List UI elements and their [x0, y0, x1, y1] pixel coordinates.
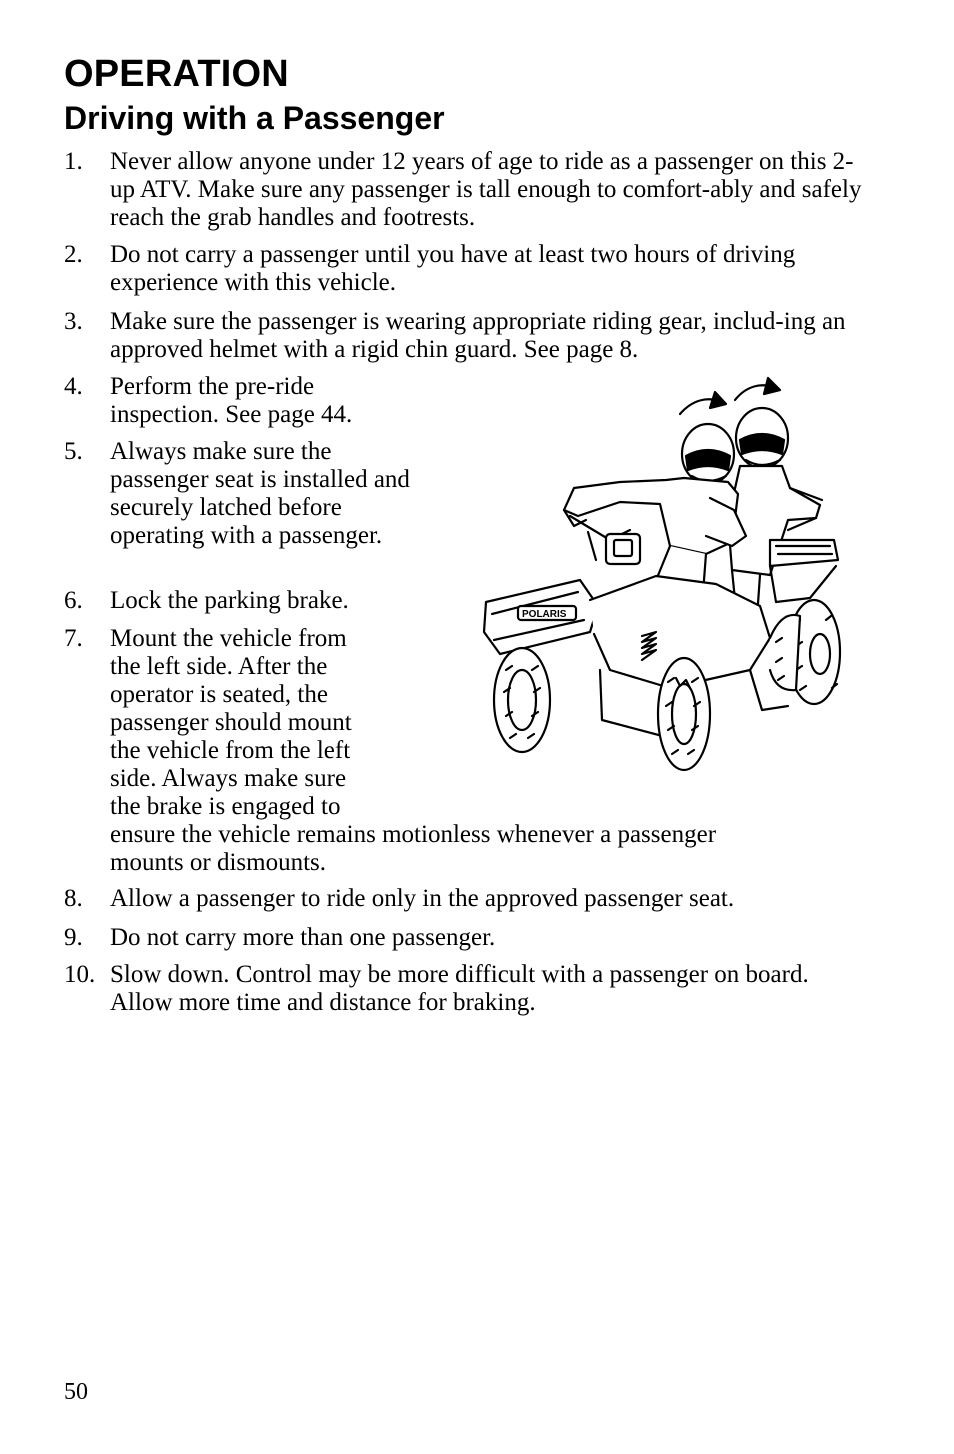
list-text-line: the brake is engaged to: [110, 793, 341, 820]
list-text: Do not carry a passenger until you have at least two hours of driving experience with this vehicle.: [110, 241, 796, 296]
list-text: Perform the pre-ride inspection. See page 44.: [110, 373, 353, 428]
brand-logo: POLARIS: [522, 609, 567, 620]
list-text-line: mounts or dismounts.: [110, 849, 326, 876]
operator-helmet: [682, 424, 734, 484]
subsection-title: Driving with a Passenger: [64, 100, 445, 136]
list-text: Make sure the passenger is wearing appropriate riding gear, includ-ing an approved helmet with a rigid chin guard. See page 8.: [110, 308, 846, 363]
list-number: 8.: [64, 885, 83, 912]
list-item-5: [64, 438, 410, 550]
list-text-line: the left side. After the: [110, 653, 328, 680]
list-number: 5.: [64, 438, 83, 465]
list-number: 6.: [64, 587, 83, 614]
list-item-2: [64, 241, 874, 297]
list-item-10: [64, 961, 874, 1017]
list-text: Never allow anyone under 12 years of age to ride as a passenger on this 2-up ATV. Make sure any passenger is tall enough to comfort-ably and safely reach the grab handles and footrests.: [110, 148, 862, 231]
list-text-line: passenger should mount: [110, 709, 352, 736]
atv-with-passenger-illustration: [470, 370, 850, 785]
section-title: OPERATION: [64, 53, 289, 95]
list-text: Slow down. Control may be more difficult with a passenger on board. Allow more time and distance for braking.: [110, 961, 809, 1016]
list-text-line: operator is seated, the: [110, 681, 328, 708]
list-text: Allow a passenger to ride only in the approved passenger seat.: [110, 885, 735, 912]
list-number: 7.: [64, 625, 83, 652]
list-text-line: side. Always make sure: [110, 765, 347, 792]
front-right-wheel: [658, 658, 710, 770]
list-text: Do not carry more than one passenger.: [110, 924, 496, 951]
list-number: 10.: [64, 961, 96, 988]
list-text-line: the vehicle from the left: [110, 737, 351, 764]
list-text: Always make sure the passenger seat is installed and securely latched before operating with a passenger.: [110, 438, 410, 549]
page-number: 50: [64, 1379, 88, 1405]
list-number: 4.: [64, 373, 83, 400]
list-item-1: [64, 148, 874, 232]
list-item-8: [64, 885, 874, 913]
list-text: Lock the parking brake.: [110, 587, 349, 614]
list-item-4: [64, 373, 395, 429]
list-number: 1.: [64, 148, 83, 175]
list-item-9: [64, 924, 874, 952]
list-text-line: ensure the vehicle remains motionless whenever a passenger: [110, 821, 717, 848]
list-item-6: [64, 587, 410, 615]
list-number: 2.: [64, 241, 83, 268]
front-left-wheel: [494, 648, 550, 752]
rear-left-wheel: [770, 615, 800, 690]
list-item-3: [64, 308, 874, 364]
list-text-line: Mount the vehicle from: [110, 625, 347, 652]
passenger-helmet: [736, 408, 788, 468]
list-number: 9.: [64, 924, 83, 951]
list-number: 3.: [64, 308, 83, 335]
